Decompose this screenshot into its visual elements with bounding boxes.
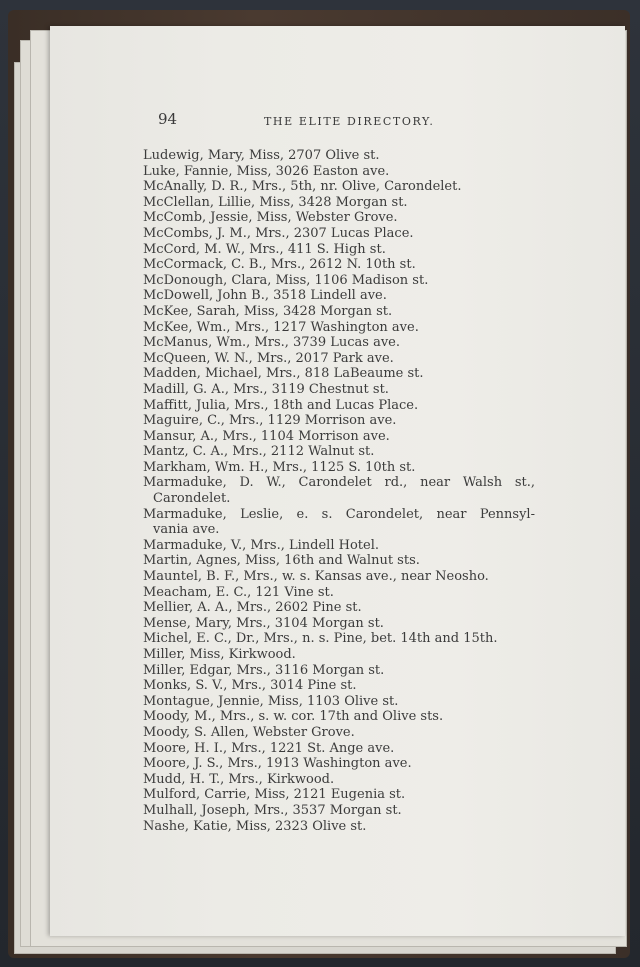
directory-entry: McKee, Wm., Mrs., 1217 Washington ave. bbox=[143, 319, 419, 335]
directory-entry: Luke, Fannie, Miss, 3026 Easton ave. bbox=[143, 163, 390, 179]
directory-entry: Miller, Miss, Kirkwood. bbox=[143, 647, 296, 662]
directory-entry: Maffitt, Julia, Mrs., 18th and Lucas Place. bbox=[143, 397, 419, 413]
directory-entry: Mense, Mary, Mrs., 3104 Morgan st. bbox=[143, 615, 384, 631]
directory-entry: Madill, G. A., Mrs., 3119 Chestnut st. bbox=[143, 381, 389, 397]
running-title: THE ELITE DIRECTORY. bbox=[264, 115, 435, 128]
directory-entry: Mulford, Carrie, Miss, 2121 Eugenia st. bbox=[143, 787, 406, 803]
directory-entry: Moore, H. I., Mrs., 1221 St. Ange ave. bbox=[143, 740, 395, 756]
directory-entry: McCormack, C. B., Mrs., 2612 N. 10th st. bbox=[143, 257, 416, 273]
directory-entry: Martin, Agnes, Miss, 16th and Walnut sts. bbox=[143, 553, 420, 569]
directory-entry: Miller, Edgar, Mrs., 3116 Morgan st. bbox=[143, 662, 385, 678]
directory-entry: McDowell, John B., 3518 Lindell ave. bbox=[143, 288, 387, 304]
directory-entry: Mudd, H. T., Mrs., Kirkwood. bbox=[143, 771, 335, 787]
directory-entry-wrapped bbox=[143, 475, 543, 506]
directory-entry: Mansur, A., Mrs., 1104 Morrison ave. bbox=[143, 428, 390, 444]
directory-entry: Meacham, E. C., 121 Vine st. bbox=[143, 584, 334, 600]
directory-entry: Nashe, Katie, Miss, 2323 Olive st. bbox=[143, 818, 367, 834]
directory-entries bbox=[143, 148, 543, 834]
directory-entry: McCord, M. W., Mrs., 411 S. High st. bbox=[143, 241, 386, 257]
directory-entry: Moody, M., Mrs., s. w. cor. 17th and Olive sts. bbox=[143, 709, 444, 725]
directory-entry: McQueen, W. N., Mrs., 2017 Park ave. bbox=[143, 350, 394, 366]
directory-entry: McAnally, D. R., Mrs., 5th, nr. Olive, Carondelet. bbox=[143, 179, 462, 195]
entry-continuation: Carondelet. bbox=[153, 491, 231, 507]
directory-entry: Mauntel, B. F., Mrs., w. s. Kansas ave., near Neosho. bbox=[143, 569, 489, 585]
directory-entry: Moody, S. Allen, Webster Grove. bbox=[143, 724, 355, 740]
entry-line: Marmaduke, D. W., Carondelet rd., near Walsh st., bbox=[143, 475, 535, 491]
directory-entry: McKee, Sarah, Miss, 3428 Morgan st. bbox=[143, 303, 393, 319]
directory-entry: McManus, Wm., Mrs., 3739 Lucas ave. bbox=[143, 335, 400, 351]
page-number: 94 bbox=[158, 110, 178, 128]
directory-entry: Mulhall, Joseph, Mrs., 3537 Morgan st. bbox=[143, 802, 402, 818]
directory-entry: Mantz, C. A., Mrs., 2112 Walnut st. bbox=[143, 444, 375, 460]
directory-entry-wrapped bbox=[143, 507, 543, 538]
directory-entry: Mellier, A. A., Mrs., 2602 Pine st. bbox=[143, 600, 362, 616]
directory-entry: Marmaduke, V., Mrs., Lindell Hotel. bbox=[143, 537, 379, 553]
directory-entry: Moore, J. S., Mrs., 1913 Washington ave. bbox=[143, 756, 412, 772]
directory-entry: Maguire, C., Mrs., 1129 Morrison ave. bbox=[143, 413, 397, 429]
directory-entry: Michel, E. C., Dr., Mrs., n. s. Pine, bet. 14th and 15th. bbox=[143, 631, 498, 647]
directory-entry: McDonough, Clara, Miss, 1106 Madison st. bbox=[143, 272, 429, 288]
directory-entry: Markham, Wm. H., Mrs., 1125 S. 10th st. bbox=[143, 459, 416, 475]
page-header bbox=[158, 110, 458, 130]
directory-entry: McClellan, Lillie, Miss, 3428 Morgan st. bbox=[143, 194, 408, 210]
entry-line: Marmaduke, Leslie, e. s. Carondelet, near Pennsyl- bbox=[143, 506, 535, 522]
directory-entry: Madden, Michael, Mrs., 818 LaBeaume st. bbox=[143, 366, 424, 382]
entry-continuation: vania ave. bbox=[153, 522, 220, 538]
directory-entry: Monks, S. V., Mrs., 3014 Pine st. bbox=[143, 678, 357, 694]
directory-entry: Montague, Jennie, Miss, 1103 Olive st. bbox=[143, 693, 399, 709]
directory-page bbox=[50, 26, 625, 936]
directory-entry: McCombs, J. M., Mrs., 2307 Lucas Place. bbox=[143, 225, 414, 241]
directory-entry: Ludewig, Mary, Miss, 2707 Olive st. bbox=[143, 148, 380, 163]
directory-entry: McComb, Jessie, Miss, Webster Grove. bbox=[143, 210, 398, 226]
